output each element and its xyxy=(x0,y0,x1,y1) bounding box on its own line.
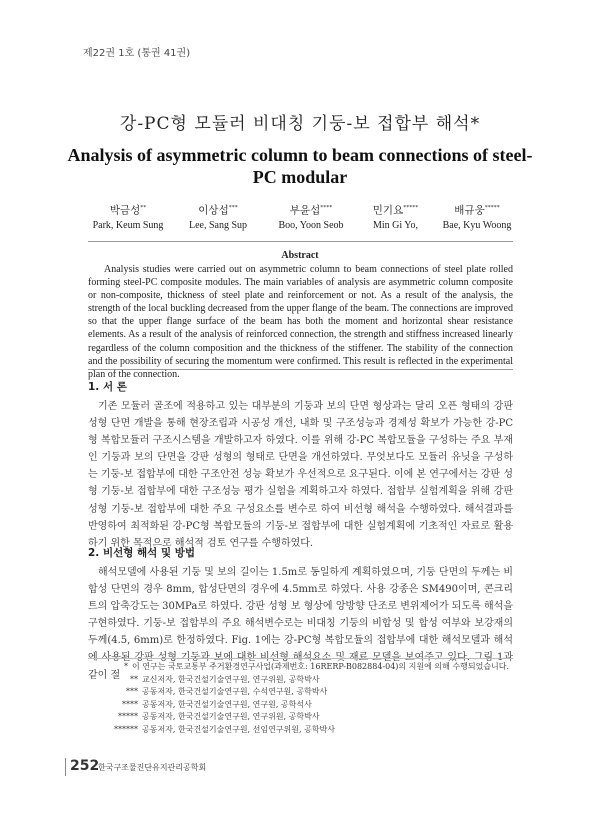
footnote-mark: ***** xyxy=(118,712,138,722)
author-name-ko: 박금성 xyxy=(109,205,141,217)
footnote-mark: *** xyxy=(126,687,138,697)
footnote-text: 이 연구는 국토교통부 주거환경연구사업(과제번호: 16RERP-B082884-04)의 지원에 의해 수행되었습니다. xyxy=(132,662,510,671)
author-3 xyxy=(268,201,354,233)
author-name-en: Bae, Kyu Woong xyxy=(442,219,512,231)
section-body-introduction: 기존 모듈러 골조에 적용하고 있는 대부분의 기둥과 보의 단면 형상과는 달리 오픈 형태의 강판 성형 단면 개발을 통해 현장조립과 시공성 개선, 내화 및 구조성능과 경제성 확보가 가능한 강-PC형 복합모듈러 구조시스템을 개발하고자 하였다. 이를 위해 강-PC 복합모듈을 구성하는 주요 부재인 기둥과 보의 단면을 강판 성형의 형태로 단면을 개선하였다. 무엇보다도 모듈러 유닛을 구성하는 기둥-보 접합부에 대한 구조안전 성능 확보가 우선적으로 요구된다. 이에 본 연구에서는 강판 성형 기둥-보 접합부에 대한 구조성능 평가 실험을 계획하고자 하였다. 접합부 실험계획을 위해 강판 성형 기둥-보 접합부에 대한 주요 구성요소를 변수로 하여 비선형 해석을 수행하였다. 해석결과를 반영하여 최적화된 강-PC형 복합모듈의 기둥-보 접합부에 대한 실험계획에 기초적인 자료로 활용하기 위한 목적으로 해석적 검토 연구를 수행하였다. xyxy=(88,401,513,549)
author-mark: *** xyxy=(228,205,238,211)
page-number: 252 xyxy=(70,758,100,774)
author-name-en: Min Gi Yo, xyxy=(372,219,419,231)
english-title: Analysis of asymmetric column to beam connections of steel-PC modular xyxy=(67,145,533,187)
footnote xyxy=(88,661,513,674)
author-4 xyxy=(358,201,433,233)
footnote-text: 공동저자, 한국건설기술연구원, 선임연구위원, 공학박사 xyxy=(142,724,335,734)
footnote-mark: **** xyxy=(122,699,138,709)
footer-divider xyxy=(65,758,66,776)
footnote-mark: * xyxy=(124,662,128,671)
author-mark: ** xyxy=(140,205,147,211)
footnote-text: 공동저자, 한국건설기술연구원, 연구위원, 공학박사 xyxy=(142,712,320,722)
divider xyxy=(88,241,513,242)
footnote xyxy=(88,711,513,724)
footnotes xyxy=(88,661,513,737)
author-name-en: Boo, Yoon Seob xyxy=(278,219,344,231)
author-mark: ***** xyxy=(484,205,500,211)
footnote xyxy=(88,686,513,699)
footnote xyxy=(88,674,513,687)
footnote-text: 공동저자, 한국건설기술연구원, 연구원, 공학석사 xyxy=(142,699,312,709)
author-5 xyxy=(436,201,518,233)
section-heading-analysis: 2. 비선형 해석 및 방법 xyxy=(88,547,196,559)
divider xyxy=(88,369,513,370)
footnote-divider xyxy=(88,658,513,659)
author-2 xyxy=(178,201,258,233)
footnote xyxy=(88,724,513,737)
footnote-mark: ****** xyxy=(114,724,138,734)
author-1 xyxy=(88,201,168,233)
author-mark: ***** xyxy=(403,205,419,211)
section-heading-introduction: 1. 서 론 xyxy=(88,381,127,393)
author-name-ko: 이상섭 xyxy=(198,205,229,217)
author-name-en: Lee, Sang Sup xyxy=(188,219,248,231)
abstract-text: Analysis studies were carried out on asymmetric column to beam connections of steel plate rolled forming steel-PC composite modules. The main variables of analysis are asymmetric column composite or non-composite, thickness of steel plate and reinforcement or not. As a result of the analysis, the strength of the local buckling decreased from the upper flange of the beam. The connections are improved so that the upper flange surface of the beam has both the moment and horizontal shear resistance elements. As a result of the analysis of reinforced connection, the strength and stiffness increased linearly regardless of the column composition and the thickness of the stiffener. The stability of the connection and the possibility of securing the momentum were confirmed. This result is reflected in the experimental plan of the connection. xyxy=(88,264,513,380)
footnote-text: 공동저자, 한국건설기술연구원, 수석연구원, 공학박사 xyxy=(142,687,328,697)
journal-name: 한국구조물진단유지관리공학회 xyxy=(98,763,207,772)
author-mark: **** xyxy=(320,205,333,211)
abstract-heading: Abstract xyxy=(281,250,319,261)
author-name-ko: 민기요 xyxy=(372,205,404,217)
footnote-text: 교신저자, 한국건설기술연구원, 연구위원, 공학박사 xyxy=(142,674,320,684)
korean-title: 강-PC형 모듈러 비대칭 기둥-보 접합부 해석* xyxy=(119,114,481,134)
section-body-analysis: 해석모델에 사용된 기둥 및 보의 길이는 1.5m로 동일하게 계획하였으며, 기둥 단면의 두께는 비합성 단면의 경우 8mm, 합성단면의 경우에 4.5mm로 하였다. 사용 강종은 SM490이며, 콘크리트의 압축강도는 30MPa로 하였다. 강판 성형 보 형상에 앙방향 단조로 변위제어가 되도록 해석을 구현하였다. 기둥-보 접합부의 주요 해석변수로는 비대칭 기둥의 비합성 및 합성 여부와 보강재의 두께(4.5, 6mm)로 한정하였다. Fig. 1에는 강-PC형 복합모듈의 접합부에 대한 해석모델과 해석에 사용된 강판 성형 기둥과 보에 대한 비선형 해석요소 및 재료 모델을 보여주고 있다. 그림 1과 같이 절 xyxy=(88,567,513,681)
author-name-ko: 부윤섭 xyxy=(289,205,321,217)
footnote-mark: ** xyxy=(130,674,138,684)
author-name-ko: 배규웅 xyxy=(454,205,485,217)
footnote xyxy=(88,699,513,712)
author-name-en: Park, Keum Sung xyxy=(92,219,164,231)
journal-issue-header: 제22권 1호 (통권 41권) xyxy=(83,48,191,59)
author-list xyxy=(88,201,518,235)
